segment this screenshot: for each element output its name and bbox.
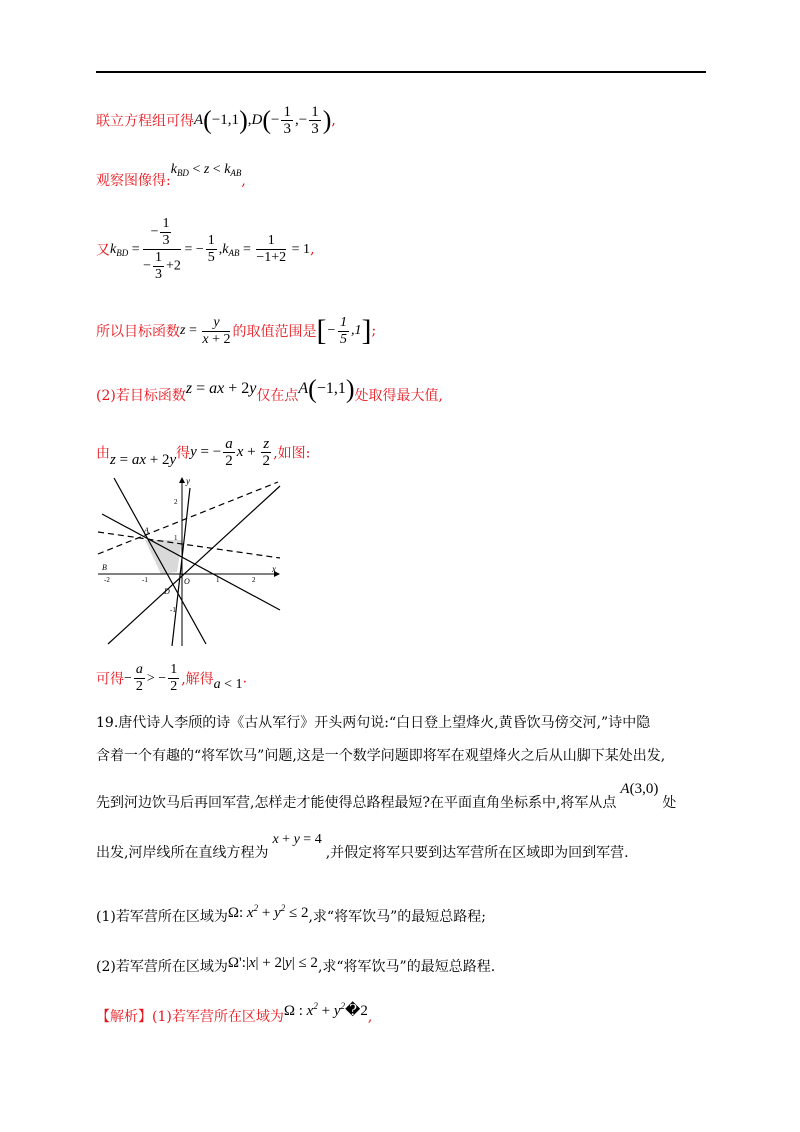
result-tail: . bbox=[242, 670, 248, 687]
result-line bbox=[96, 662, 247, 695]
result-mid: ,解得 bbox=[181, 671, 214, 688]
line2-text: 观察图像得: bbox=[96, 173, 171, 189]
axis-x-label: x bbox=[272, 564, 276, 574]
point-D-label: D bbox=[164, 587, 170, 596]
point-A-3-0: A(3,0) bbox=[620, 781, 659, 797]
objective-function: z = $\frac{y}{x + 2}$ bbox=[180, 314, 231, 347]
analysis-text: (1)若军营所在区域为 bbox=[152, 1009, 284, 1025]
result-prefix: 可得 bbox=[96, 671, 124, 688]
region-omega-analysis: Ω : $x^2$ + $y^2�2$ bbox=[283, 1001, 368, 1019]
problem19-line-1: 19.唐代诗人李颀的诗《古从军行》开头两句说:“白日登上望烽火,黄昏饮马傍交河,”诗中隐 bbox=[96, 715, 651, 731]
feasible-region-figure bbox=[94, 474, 284, 650]
solution-line-6 bbox=[96, 436, 310, 469]
analysis-line bbox=[96, 1001, 373, 1026]
part2-tail: 处取得最大值, bbox=[354, 388, 443, 404]
problem19-line-4 bbox=[96, 832, 629, 862]
y-axis-arrow bbox=[179, 477, 185, 483]
problem19-line-3-text: 先到河边饮马后再回军营,怎样走才能使得总路程最短?在平面直角坐标系中,将军从点 bbox=[96, 795, 617, 811]
axis-y-label: y bbox=[186, 476, 190, 486]
tick-y-2: 2 bbox=[174, 498, 178, 506]
river-line-equation: x + y = 4 bbox=[272, 832, 322, 847]
line3-text: 又 bbox=[96, 242, 110, 259]
line6-tail: ,如图: bbox=[273, 445, 311, 462]
problem19-question-1 bbox=[96, 903, 486, 926]
point-B-label: B bbox=[102, 563, 107, 572]
line-2 bbox=[102, 514, 280, 610]
problem19-question-2 bbox=[96, 956, 495, 976]
point-A: A(−1,1) bbox=[298, 374, 355, 403]
tick-x-neg1: -1 bbox=[142, 576, 148, 584]
range-interval: [− $\frac{1}{5}$ ,1] bbox=[316, 314, 372, 347]
line4-text: 所以目标函数 bbox=[96, 324, 180, 340]
line6-mid: 得 bbox=[176, 445, 191, 462]
part2-line bbox=[96, 374, 443, 410]
solution-line-4 bbox=[96, 314, 376, 348]
q1-prefix: (1)若军营所在区域为 bbox=[96, 909, 228, 925]
dashed-line-2 bbox=[98, 532, 280, 558]
objective-linear: z = ax + 2y bbox=[185, 380, 257, 397]
q2-tail: ,求“将军饮马”的最短总路程. bbox=[317, 959, 496, 975]
problem19-line-2: 含着一个有趣的“将军饮马”问题,这是一个数学问题即将军在观望烽火之后从山脚下某处出发, bbox=[96, 748, 666, 764]
line3-tail: , bbox=[310, 241, 315, 258]
tick-x-1: 1 bbox=[216, 576, 220, 584]
problem19-line-3 bbox=[96, 781, 677, 812]
line6-prefix: 由 bbox=[96, 445, 110, 462]
solution-line-2 bbox=[96, 162, 246, 190]
result-inequality: − $\frac{a}{2}$ > − $\frac{1}{2}$ bbox=[124, 662, 178, 694]
problem19-line-3-tail: 处 bbox=[662, 795, 677, 811]
line2-tail: , bbox=[241, 173, 246, 189]
result-a: a < 1 bbox=[213, 676, 243, 692]
point-A-label: A bbox=[144, 526, 149, 535]
line-3 bbox=[108, 486, 280, 644]
line4-mid: 的取值范围是 bbox=[232, 324, 317, 340]
tick-y-neg1: -1 bbox=[170, 606, 176, 614]
problem19-line-4-tail: ,并假定将军只要到达军营所在区域即为回到军营. bbox=[325, 845, 629, 861]
dashed-line-1 bbox=[98, 482, 278, 554]
analysis-tail: , bbox=[367, 1009, 373, 1025]
slope-inequality: $k_{BD} < z < k_{AB}$ bbox=[170, 162, 242, 178]
problem19-line-4-prefix: 出发,河岸线所在直线方程为 bbox=[96, 845, 269, 861]
analysis-tag: 【解析】 bbox=[96, 1009, 152, 1025]
slope-calculation: $k_{BD}$ = − $\frac{1}{3}$ − $\frac{1}{3}$ +2 = − $\frac{1}{5}$ $,k_{AB}$ = $\frac{1}{-1+2}$ = 1 bbox=[110, 216, 311, 282]
line-1 bbox=[114, 478, 206, 644]
part2-mid: 仅在点 bbox=[256, 388, 299, 404]
line4-tail: ; bbox=[371, 323, 377, 339]
objective-linear-2: z = ax + 2y bbox=[110, 452, 177, 468]
tick-x-2: 2 bbox=[252, 576, 256, 584]
solution-line-1 bbox=[96, 104, 336, 137]
tick-x-neg2: -2 bbox=[104, 576, 110, 584]
region-omega-1: Ω: $x^2 + y^2 \le 2$ bbox=[227, 903, 309, 921]
tick-y-1: 1 bbox=[174, 534, 178, 542]
q2-prefix: (2)若军营所在区域为 bbox=[96, 959, 228, 975]
origin-label: O bbox=[184, 577, 190, 586]
q1-tail: ,求“将军饮马”的最短总路程; bbox=[308, 909, 486, 925]
points-A-D: A(−1,1),D(− $\frac{1}{3}$ ,− $\frac{1}{3}$ ) bbox=[194, 104, 332, 137]
solution-line-3 bbox=[96, 216, 315, 283]
slope-form: y = − $\frac{a}{2}$ x + $\frac{z}{2}$ bbox=[190, 436, 271, 469]
header-rule bbox=[96, 71, 706, 73]
region-omega-2: Ω':|x| + 2|y| ≤ 2 bbox=[227, 955, 318, 971]
line1-tail: , bbox=[331, 112, 336, 129]
line1-text: 联立方程组可得 bbox=[96, 113, 194, 130]
part2-prefix: (2)若目标函数 bbox=[96, 388, 186, 404]
